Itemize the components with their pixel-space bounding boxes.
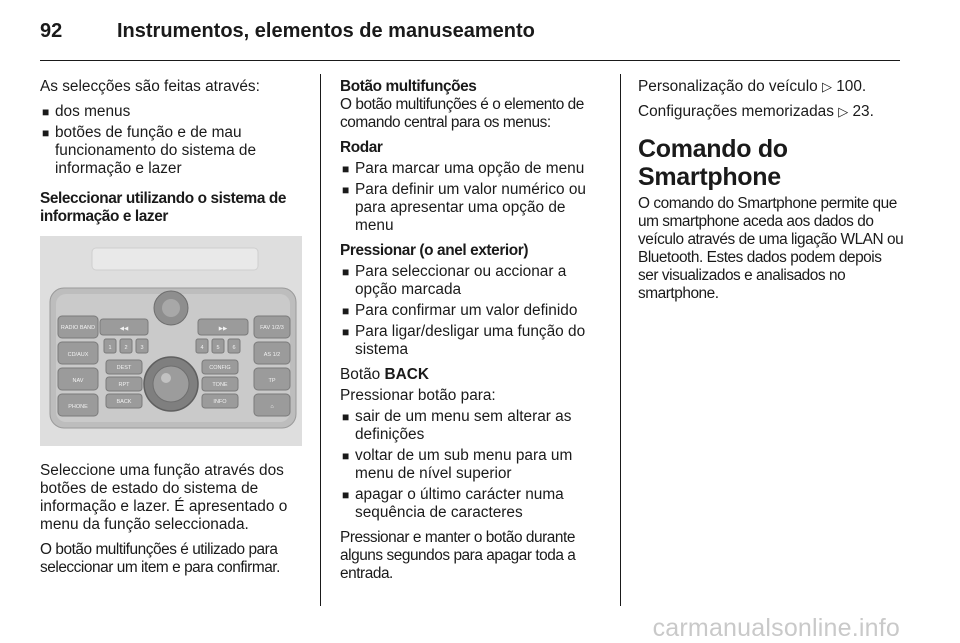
list-item: ■ dos menus [40, 103, 306, 121]
infotainment-panel-figure [40, 236, 302, 446]
ref-page: 100. [836, 78, 867, 95]
back-button-heading [340, 366, 606, 384]
list-item: ■ sair de um menu sem alterar as definições [340, 408, 606, 444]
press-list [340, 263, 606, 359]
section-heading: Seleccionar utilizando o sistema de informação e lazer [40, 190, 287, 225]
figure-label: ⌂ [270, 404, 274, 410]
figure-label: TP [268, 378, 276, 384]
list-item: ■ botões de função e de mau funcionamento do sistema de informação e lazer [40, 124, 306, 178]
figure-label: CD/AUX [67, 352, 89, 358]
figure-label: NAV [72, 378, 84, 384]
ref-page: 23. [852, 103, 874, 120]
ref-text: Configurações memorizadas [638, 103, 834, 120]
figure-label: RPT [118, 382, 130, 388]
list-item: ■ apagar o último carácter numa sequência de caracteres [340, 486, 606, 522]
page-number: 92 [40, 20, 63, 42]
paragraph: Pressionar e manter o botão durante alguns segundos para apagar toda a entrada. [340, 529, 576, 582]
figure-label: BACK [116, 399, 132, 405]
paragraph: O botão multifunções é utilizado para seleccionar um item e para confirmar. [40, 541, 280, 576]
figure-label: DEST [116, 365, 132, 371]
column-divider [620, 74, 621, 606]
cross-reference [638, 78, 904, 96]
paragraph: O botão multifunções é o elemento de comando central para os menus: [340, 96, 584, 131]
figure-label: ◀◀ [119, 326, 129, 332]
list-item: ■ Para seleccionar ou accionar a opção marcada [340, 263, 606, 299]
paragraph: Seleccione uma função através dos botões de estado do sistema de informação e lazer. É apresentado o menu da função seleccionada. [40, 462, 288, 533]
figure-label: 2 [124, 345, 128, 351]
figure-label: 4 [200, 345, 204, 351]
figure-label: RADIO BAND [60, 325, 96, 331]
page-title: Instrumentos, elementos de manuseamento [117, 20, 535, 42]
figure-label: 5 [216, 345, 220, 351]
figure-label: TONE [212, 382, 228, 388]
infotainment-panel-illustration [40, 236, 302, 446]
arrow-icon: ▷ [821, 79, 832, 94]
back-list [340, 408, 606, 522]
watermark: carmanualsonline.info [652, 614, 900, 642]
cross-reference [638, 103, 904, 121]
column-left [40, 78, 306, 584]
figure-label: 1 [108, 345, 112, 351]
back-prefix: Botão [340, 366, 381, 383]
figure-label: INFO [213, 399, 227, 405]
back-label: BACK [384, 366, 429, 383]
list-item: ■ Para marcar uma opção de menu [340, 160, 606, 178]
ref-text: Personalização do veículo [638, 78, 818, 95]
section-title: Comando do Smartphone [638, 135, 788, 191]
figure-label: PHONE [68, 404, 88, 410]
selection-list [40, 103, 306, 178]
list-item: ■ voltar de um sub menu para um menu de nível superior [340, 447, 606, 483]
page-header [40, 14, 900, 60]
header-rule [40, 60, 900, 61]
list-item: ■ Para confirmar um valor definido [340, 302, 606, 320]
intro-text: As selecções são feitas através: [40, 78, 260, 95]
paragraph: O comando do Smartphone permite que um smartphone aceda aos dados do veículo através de uma ligação WLAN ou Bluetooth. Estes dados podem depois ser visualizados e analisados no smartphone. [638, 195, 904, 302]
column-middle [340, 78, 606, 590]
rotate-list [340, 160, 606, 235]
list-item: ■ Para definir um valor numérico ou para apresentar uma opção de menu [340, 181, 606, 235]
figure-label: FAV 1/2/3 [260, 325, 284, 331]
figure-label: ▶▶ [218, 326, 228, 332]
subheading-press: Pressionar (o anel exterior) [340, 242, 529, 259]
list-item: ■ Para ligar/desligar uma função do sistema [340, 323, 606, 359]
arrow-icon: ▷ [838, 104, 849, 119]
column-right [638, 78, 904, 310]
column-divider [320, 74, 321, 606]
figure-label: 3 [140, 345, 144, 351]
figure-label: CONFIG [209, 365, 231, 371]
section-heading: Botão multifunções [340, 78, 477, 95]
figure-label: 6 [232, 345, 236, 351]
figure-label: AS 1/2 [263, 352, 281, 358]
subheading-rotate: Rodar [340, 139, 383, 156]
paragraph: Pressionar botão para: [340, 387, 496, 404]
